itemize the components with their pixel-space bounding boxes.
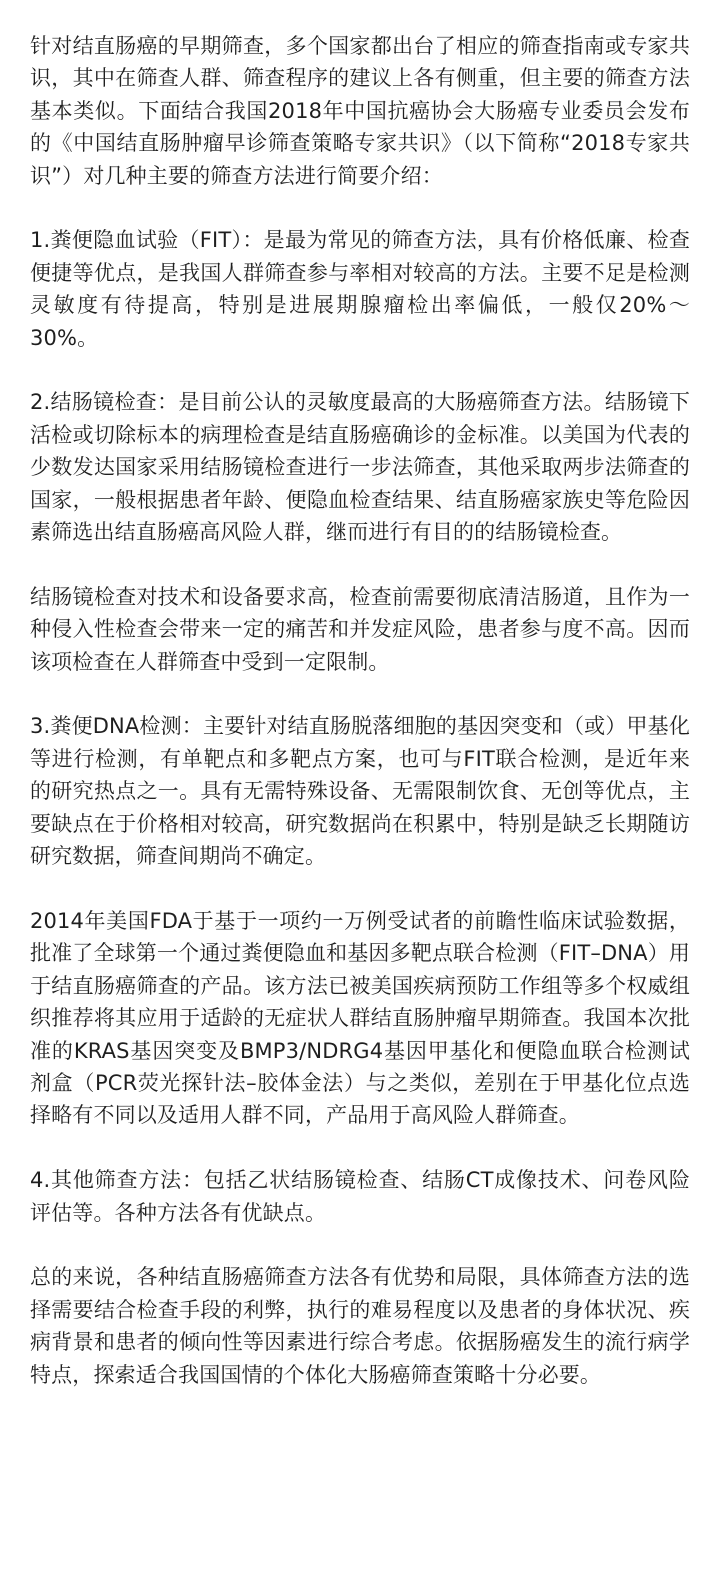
paragraph-colonoscopy: 2.结肠镜检查：是目前公认的灵敏度最高的大肠癌筛查方法。结肠镜下活检或切除标本的病理检查是结直肠癌确诊的金标准。以美国为代表的少数发达国家采用结肠镜检查进行一步法筛查，其他采取两步法筛查的国家，一般根据患者年龄、便隐血检查结果、结直肠癌家族史等危险因素筛选出结直肠癌高风险人群，继而进行有目的的结肠镜检查。 xyxy=(30,390,690,545)
paragraph-intro: 针对结直肠癌的早期筛查，多个国家都出台了相应的筛查指南或专家共识，其中在筛查人群、筛查程序的建议上各有侧重，但主要的筛查方法基本类似。下面结合我国2018年中国抗癌协会大肠癌专业委员会发布的《中国结直肠肿瘤早诊筛查策略专家共识》（以下简称“2018专家共识”）对几种主要的筛查方法进行简要介绍： xyxy=(30,34,690,188)
paragraph-colonoscopy-limits: 结肠镜检查对技术和设备要求高，检查前需要彻底清洁肠道，且作为一种侵入性检查会带来一定的痛苦和并发症风险，患者参与度不高。因而该项检查在人群筛查中受到一定限制。 xyxy=(30,584,690,674)
paragraph-other-methods: 4.其他筛查方法：包括乙状结肠镜检查、结肠CT成像技术、问卷风险评估等。各种方法各有优缺点。 xyxy=(30,1168,690,1225)
paragraph-stool-dna: 3.粪便DNA检测：主要针对结直肠脱落细胞的基因突变和（或）甲基化等进行检测，有单靶点和多靶点方案，也可与FIT联合检测，是近年来的研究热点之一。具有无需特殊设备、无需限制饮食、无创等优点，主要缺点在于价格相对较高，研究数据尚在积累中，特别是缺乏长期随访研究数据，筛查间期尚不确定。 xyxy=(30,714,690,869)
paragraph-fit: 1.粪便隐血试验（FIT）：是最为常见的筛查方法，具有价格低廉、检查便捷等优点，是我国人群筛查参与率相对较高的方法。主要不足是检测灵敏度有待提高，特别是进展期腺瘤检出率偏低，一般仅20%～30%。 xyxy=(30,228,690,350)
paragraph-fda-approval: 2014年美国FDA于基于一项约一万例受试者的前瞻性临床试验数据，批准了全球第一个通过粪便隐血和基因多靶点联合检测（FIT–DNA）用于结直肠癌筛查的产品。该方法已被美国疾病预防工作组等多个权威组织推荐将其应用于适龄的无症状人群结直肠肿瘤早期筛查。我国本次批准的KRAS基因突变及BMP3/NDRG4基因甲基化和便隐血联合检测试剂盒（PCR荧光探针法–胶体金法）与之类似，差别在于甲基化位点选择略有不同以及适用人群不同，产品用于高风险人群筛查。 xyxy=(30,908,690,1128)
paragraph-summary: 总的来说，各种结直肠癌筛查方法各有优势和局限，具体筛查方法的选择需要结合检查手段的利弊，执行的难易程度以及患者的身体状况、疾病背景和患者的倾向性等因素进行综合考虑。依据肠癌发生的流行病学特点，探索适合我国国情的个体化大肠癌筛查策略十分必要。 xyxy=(30,1265,690,1387)
